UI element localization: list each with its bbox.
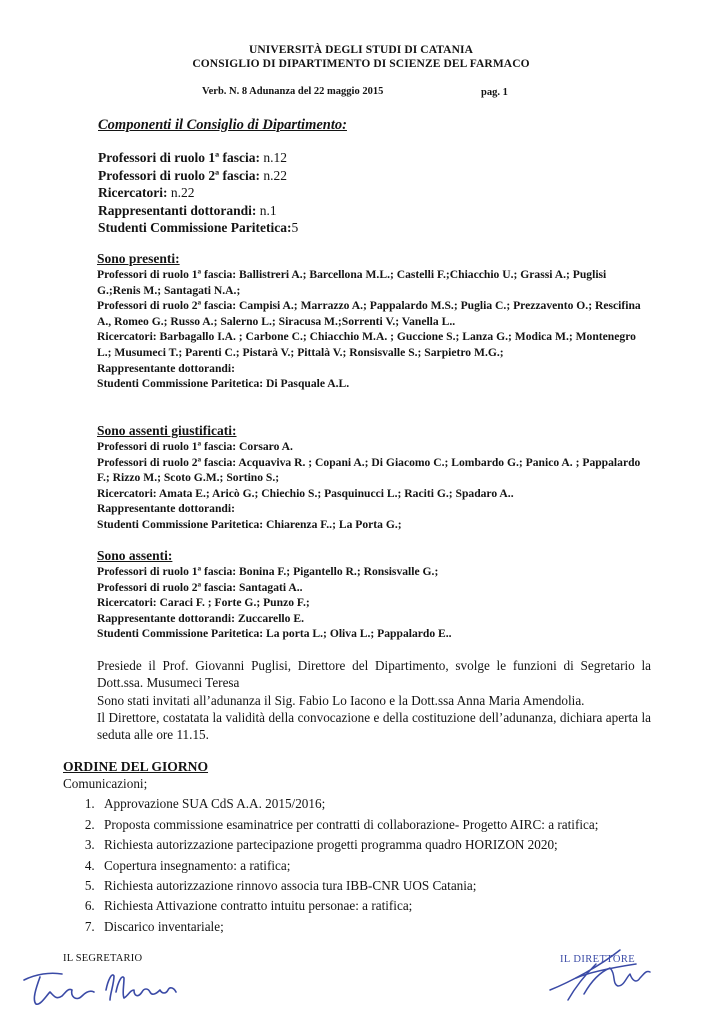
components-row: Professori di ruolo 1ª fascia: n.12 (98, 150, 288, 165)
agenda-item: 4. Copertura insegnamento: a ratifica; (98, 857, 663, 874)
agenda (63, 775, 663, 938)
absent-title: Sono assenti: (97, 548, 173, 563)
agenda-intro: Comunicazioni; (63, 776, 148, 791)
director-label: IL DIRETTORE (560, 954, 636, 965)
justified-section (97, 422, 649, 533)
components-row: Studenti Commissione Paritetica:5 (98, 220, 299, 235)
present-title: Sono presenti: (97, 251, 180, 266)
council-name: CONSIGLIO DI DIPARTIMENTO DI SCIENZE DEL FARMACO (192, 58, 530, 70)
chair-paragraph: Presiede il Prof. Giovanni Puglisi, Direttore del Dipartimento, svolge le funzioni di Segretario la Dott.ssa. Musumeci Teresa (97, 658, 651, 691)
components-row: Ricercatori: n.22 (98, 185, 195, 200)
absent-line: Professori di ruolo 2ª fascia: Santagati A.. (97, 580, 303, 594)
present-line: Studenti Commissione Paritetica: Di Pasquale A.L. (97, 377, 350, 391)
components-row: Rappresentanti dottorandi: n.1 (98, 202, 277, 218)
agenda-list (63, 795, 663, 935)
justified-line: Ricercatori: Amata E.; Aricò G.; Chiechio S.; Pasquinucci L.; Raciti G.; Spadaro A.. (97, 486, 514, 500)
present-line: Professori di ruolo 1ª fascia: Ballistreri A.; Barcellona M.L.; Castelli F.;Chiacchio U.; Grassi A.; Puglisi G.;Renis M.; Santagati N.A.; (97, 268, 607, 297)
narrative (97, 657, 651, 743)
agenda-title: ORDINE DEL GIORNO (63, 759, 209, 774)
absent-line: Professori di ruolo 1ª fascia: Bonina F.; Pigantello R.; Ronsisvalle G.; (97, 565, 439, 578)
agenda-item: 2. Proposta commissione esaminatrice per contratti di collaborazione- Progetto AIRC: a ratifica; (98, 816, 663, 833)
absent-line: Rappresentante dottorandi: Zuccarello E. (97, 611, 304, 625)
agenda-item: 7. Discarico inventariale; (98, 918, 663, 935)
components-list (98, 149, 298, 237)
justified-line: Studenti Commissione Paritetica: Chiarenza F..; La Porta G.; (97, 517, 402, 531)
opening-paragraph: Il Direttore, costatata la validità della convocazione e della costituzione dell’adunanza, dichiara aperta la seduta alle ore 11.15. (97, 709, 651, 743)
justified-line: Professori di ruolo 2ª fascia: Acquaviva R. ; Copani A.; Di Giacomo C.; Lombardo G.; Panico A. ; Pappalardo F.; Rizzo M.; Scoto G.M.; Sortino S.; (97, 455, 641, 485)
invited-paragraph: Sono stati invitati all’adunanza il Sig. Fabio Lo Iacono e la Dott.ssa Anna Maria Amendolia. (97, 692, 585, 708)
agenda-item: 6. Richiesta Attivazione contratto intuitu personae: a ratifica; (98, 897, 663, 914)
agenda-item: 1. Approvazione SUA CdS A.A. 2015/2016; (98, 795, 663, 812)
justified-title: Sono assenti giustificati: (97, 423, 237, 438)
absent-section (97, 547, 649, 642)
director-signature (540, 938, 670, 1010)
present-line: Ricercatori: Barbagallo I.A. ; Carbone C.; Chiacchio M.A. ; Guccione S.; Lanza G.; Modica M.; Montenegro L.; Musumeci T.; Parenti C.; Pistarà V.; Pittalà V.; Ronsisvalle S.; Sarpietro M.G.; (97, 330, 636, 359)
components-row: Professori di ruolo 2ª fascia: n.22 (98, 167, 288, 183)
present-section (97, 250, 649, 392)
secretary-label: IL SEGRETARIO (63, 953, 143, 964)
page-number: pag. 1 (481, 87, 508, 98)
present-line: Professori di ruolo 2ª fascia: Campisi A.; Marrazzo A.; Pappalardo M.S.; Puglia C.; Prezzavento O.; Rescifina A., Romeo G.; Russo A.; Salerno L.; Siracusa M.;Sorrenti V.; Vanella L.. (97, 299, 641, 328)
present-line: Rappresentante dottorandi: (97, 361, 235, 375)
absent-line: Ricercatori: Caraci F. ; Forte G.; Punzo F.; (97, 596, 310, 610)
university-name: UNIVERSITÀ DEGLI STUDI DI CATANIA (249, 44, 473, 56)
absent-line: Studenti Commissione Paritetica: La porta L.; Oliva L.; Pappalardo E.. (97, 627, 452, 641)
components-title: Componenti il Consiglio di Dipartimento: (98, 117, 347, 133)
minutes-reference: Verb. N. 8 Adunanza del 22 maggio 2015 (202, 86, 384, 97)
justified-line: Professori di ruolo 1ª fascia: Corsaro A. (97, 440, 293, 453)
agenda-item: 5. Richiesta autorizzazione rinnovo associa tura IBB-CNR UOS Catania; (98, 877, 663, 894)
justified-line: Rappresentante dottorandi: (97, 502, 235, 516)
secretary-signature (10, 962, 210, 1012)
agenda-item: 3. Richiesta autorizzazione partecipazione progetti programma quadro HORIZON 2020; (98, 836, 663, 853)
